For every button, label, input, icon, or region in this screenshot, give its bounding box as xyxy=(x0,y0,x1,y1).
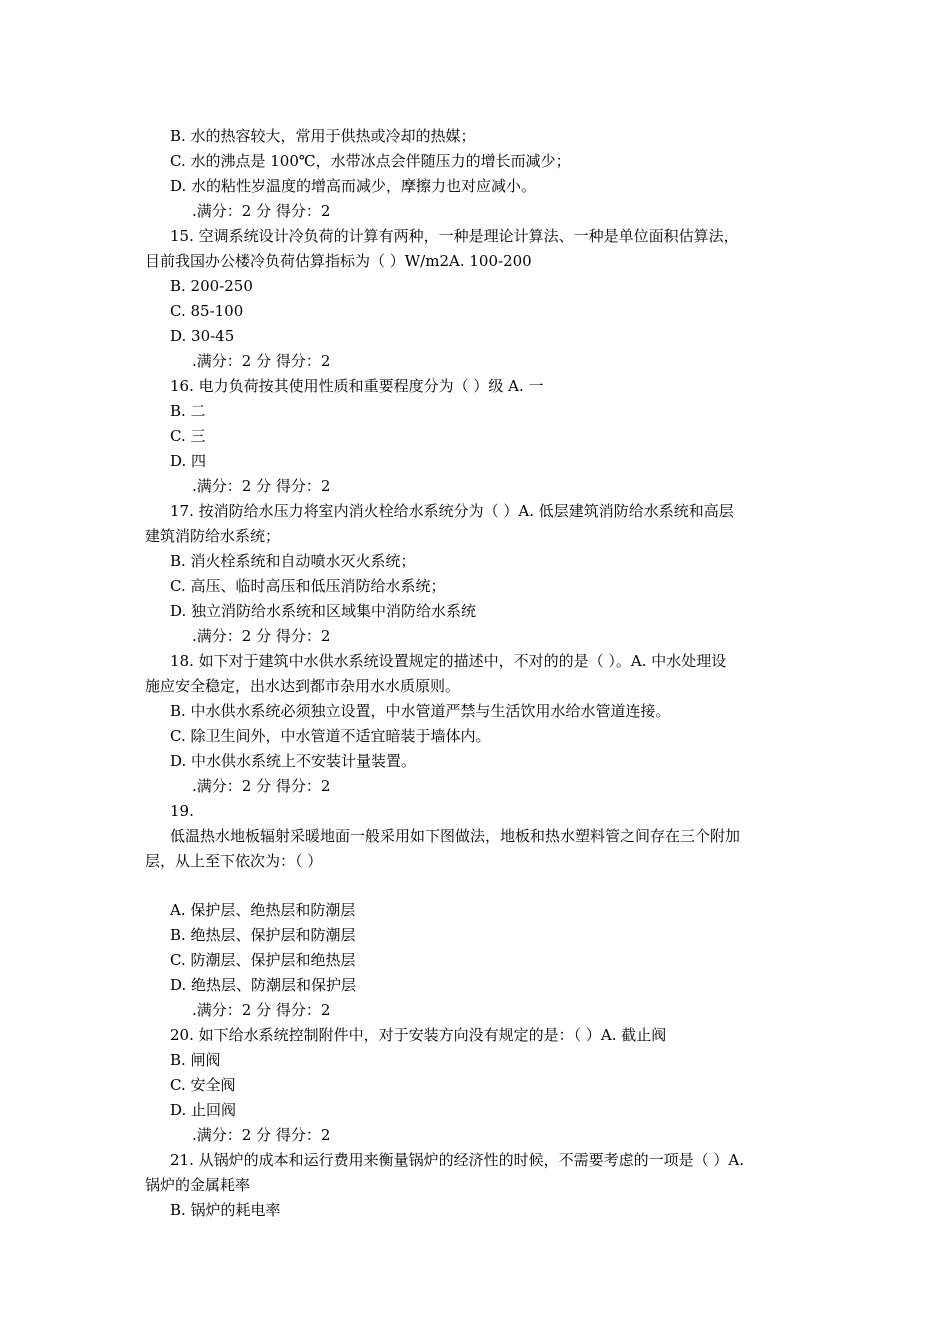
q20-option-d: D. 止回阀 xyxy=(170,1101,237,1119)
q14-option-b: B. 水的热容较大，常用于供热或冷却的热媒； xyxy=(170,127,476,145)
q18-option-d: D. 中水供水系统上不安装计量装置。 xyxy=(170,752,417,770)
q19-option-b: B. 绝热层、保护层和防潮层 xyxy=(170,926,356,944)
q15-question: 15. 空调系统设计冷负荷的计算有两种，一种是理论计算法、一种是单位面积估算法， xyxy=(170,227,739,245)
q17-question: 17. 按消防给水压力将室内消火栓给水系统分为（ ）A. 低层建筑消防给水系统和高层 xyxy=(170,502,734,520)
q16-score: .满分：2 分 得分：2 xyxy=(192,477,331,495)
q18-question-cont: 施应安全稳定，出水达到都市杂用水水质原则。 xyxy=(145,677,461,695)
q20-option-b: B. 闸阀 xyxy=(170,1051,221,1069)
q18-option-c: C. 除卫生间外，中水管道不适宜暗装于墙体内。 xyxy=(170,727,491,745)
q20-question: 20. 如下给水系统控制附件中，对于安装方向没有规定的是：（ ）A. 截止阀 xyxy=(170,1026,667,1044)
q18-option-b: B. 中水供水系统必须独立设置，中水管道严禁与生活饮用水给水管道连接。 xyxy=(170,702,671,720)
q16-option-c: C. 三 xyxy=(170,427,206,445)
q14-option-d: D. 水的粘性岁温度的增高而减少，摩擦力也对应减小。 xyxy=(170,177,537,195)
q21-option-b: B. 锅炉的耗电率 xyxy=(170,1201,281,1219)
q17-option-d: D. 独立消防给水系统和区域集中消防给水系统 xyxy=(170,602,477,620)
q17-question-cont: 建筑消防给水系统； xyxy=(145,527,281,545)
q14-option-c: C. 水的沸点是 100℃，水带冰点会伴随压力的增长而减少； xyxy=(170,152,571,170)
q15-score: .满分：2 分 得分：2 xyxy=(192,352,331,370)
q19-question-cont: 层，从上至下依次为：（ ） xyxy=(145,852,323,870)
q19-score: .满分：2 分 得分：2 xyxy=(192,1001,331,1019)
q18-question: 18. 如下对于建筑中水供水系统设置规定的描述中，不对的的是（ ）。A. 中水处理设 xyxy=(170,652,727,670)
q16-question: 16. 电力负荷按其使用性质和重要程度分为（ ）级 A. 一 xyxy=(170,377,544,395)
q15-option-c: C. 85-100 xyxy=(170,302,244,320)
q19-option-d: D. 绝热层、防潮层和保护层 xyxy=(170,976,357,994)
q15-option-b: B. 200-250 xyxy=(170,277,253,295)
q20-option-c: C. 安全阀 xyxy=(170,1076,236,1094)
q16-option-d: D. 四 xyxy=(170,452,207,470)
q16-option-b: B. 二 xyxy=(170,402,206,420)
q14-score: .满分：2 分 得分：2 xyxy=(192,202,331,220)
q19-option-c: C. 防潮层、保护层和绝热层 xyxy=(170,951,356,969)
q18-score: .满分：2 分 得分：2 xyxy=(192,777,331,795)
q17-score: .满分：2 分 得分：2 xyxy=(192,627,331,645)
q17-option-c: C. 高压、临时高压和低压消防给水系统； xyxy=(170,577,446,595)
q19-option-a: A. 保护层、绝热层和防潮层 xyxy=(170,901,356,919)
q17-option-b: B. 消火栓系统和自动喷水灭火系统； xyxy=(170,552,416,570)
q15-option-d: D. 30-45 xyxy=(170,327,235,345)
q21-question: 21. 从锅炉的成本和运行费用来衡量锅炉的经济性的时候，不需要考虑的一项是（ ）A. xyxy=(170,1151,744,1169)
q19-number: 19. xyxy=(170,802,194,820)
q15-question-cont: 目前我国办公楼冷负荷估算指标为（ ）W/m2A. 100-200 xyxy=(145,252,532,270)
q20-score: .满分：2 分 得分：2 xyxy=(192,1126,331,1144)
q19-question: 低温热水地板辐射采暖地面一般采用如下图做法，地板和热水塑料管之间存在三个附加 xyxy=(170,827,741,845)
q21-question-cont: 锅炉的金属耗率 xyxy=(145,1176,251,1194)
